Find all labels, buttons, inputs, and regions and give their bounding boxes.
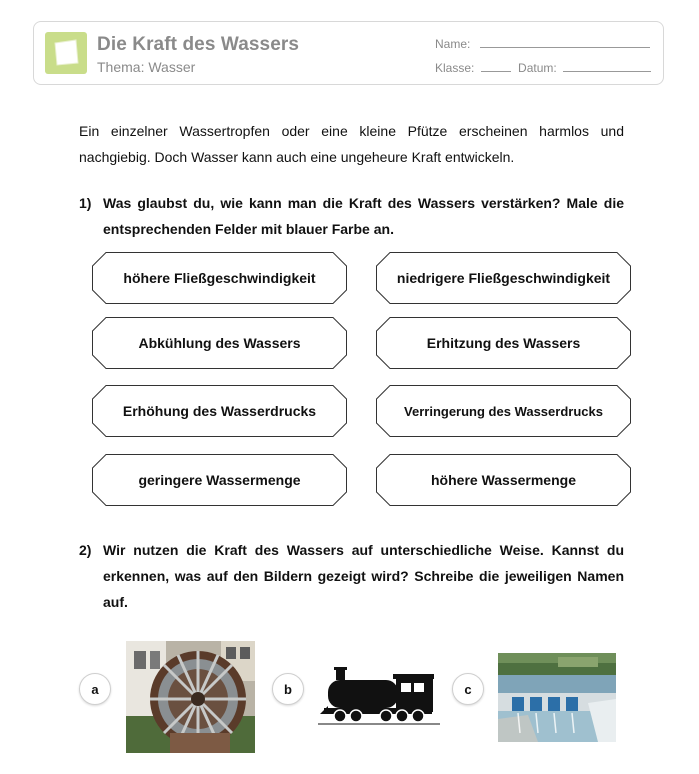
class-line[interactable] (481, 61, 511, 72)
field-label: Erhöhung des Wasserdrucks (122, 403, 317, 419)
field-erhoehung-wasserdruck[interactable] (92, 385, 347, 437)
field-label: Verringerung des Wasserdrucks (404, 403, 603, 419)
question-1 (79, 190, 624, 242)
field-label: geringere Wassermenge (138, 472, 301, 488)
field-hoehere-fliessgeschwindigkeit[interactable] (92, 252, 347, 304)
question-2 (79, 537, 624, 615)
label-b: b (272, 673, 304, 705)
logo (45, 32, 87, 74)
question-2-text: Wir nutzen die Kraft des Wassers auf unterschiedliche Weise. Kannst du erkennen, was auf den Bildern gezeigt wird? Schreibe die jeweiligen Namen auf. (103, 542, 624, 610)
class-date-fields (435, 61, 651, 75)
question-2-number: 2) (79, 542, 92, 558)
field-erhitzung[interactable] (376, 317, 631, 369)
question-1-text: Was glaubst du, wie kann man die Kraft des Wassers verstärken? Male die entsprechenden Felder mit blauer Farbe an. (103, 195, 624, 237)
worksheet-title: Die Kraft des Wassers (97, 34, 300, 55)
field-verringerung-wasserdruck[interactable] (376, 385, 631, 437)
locomotive-silhouette (318, 664, 440, 726)
name-label: Name: (435, 37, 471, 51)
name-field[interactable] (435, 37, 650, 51)
worksheet-topic: Thema: Wasser (97, 59, 196, 75)
label-c: c (452, 673, 484, 705)
field-label: niedrigere Fließgeschwindigkeit (396, 270, 611, 286)
field-label: höhere Wassermenge (431, 472, 576, 488)
hydropower-dam-photo (498, 653, 616, 742)
field-hoehere-wassermenge[interactable] (376, 454, 631, 506)
field-label: höhere Fließgeschwindigkeit (123, 270, 316, 286)
field-abkuehlung[interactable] (92, 317, 347, 369)
label-a: a (79, 673, 111, 705)
field-niedrigere-fliessgeschwindigkeit[interactable] (376, 252, 631, 304)
waterwheel-photo (126, 641, 255, 753)
field-geringere-wassermenge[interactable] (92, 454, 347, 506)
class-label: Klasse: (435, 61, 475, 75)
worksheet-header (33, 21, 664, 85)
date-line[interactable] (563, 61, 651, 72)
field-label: Abkühlung des Wassers (138, 335, 301, 351)
date-label: Datum: (518, 61, 557, 75)
name-line[interactable] (480, 37, 650, 48)
field-label: Erhitzung des Wassers (426, 335, 581, 351)
question-1-number: 1) (79, 195, 92, 211)
intro-text: Ein einzelner Wassertropfen oder eine kleine Pfütze erscheinen harmlos und nachgiebig. Doch Wasser kann auch eine ungeheure Kraft entwickeln. (79, 123, 624, 165)
